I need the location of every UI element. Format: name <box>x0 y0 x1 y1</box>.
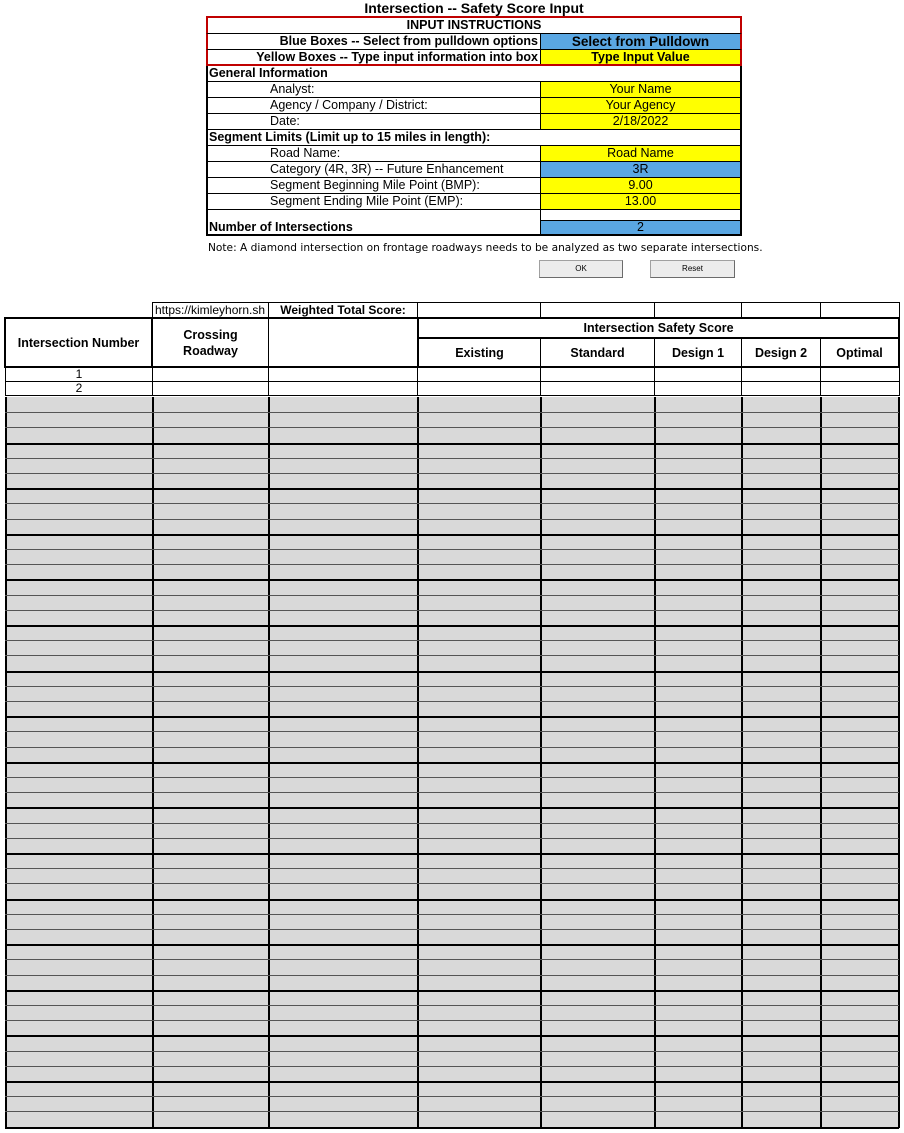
row-divider <box>5 716 899 718</box>
row-divider <box>5 975 899 976</box>
unused-rows-area <box>5 397 899 1128</box>
weighted-standard-cell <box>540 302 655 318</box>
agency-label: Agency / Company / District: <box>208 98 541 113</box>
diamond-note: Note: A diamond intersection on frontage roadways needs to be analyzed as two separate intersections. <box>208 242 763 254</box>
row-divider <box>5 579 899 581</box>
row-divider <box>5 671 899 673</box>
blue-legend-label: Blue Boxes -- Select from pulldown options <box>208 34 541 49</box>
reset-button[interactable]: Reset <box>650 260 735 278</box>
row-divider <box>5 701 899 702</box>
row-divider <box>5 929 899 930</box>
analyst-input[interactable]: Your Name <box>541 82 740 97</box>
general-section-title: General Information <box>209 66 328 80</box>
row-divider <box>5 427 899 428</box>
weighted-design2-cell <box>741 302 821 318</box>
blue-legend-swatch: Select from Pulldown <box>541 34 740 49</box>
row-divider <box>5 1111 899 1112</box>
row-divider <box>5 519 899 520</box>
yellow-legend-swatch: Type Input Value <box>541 50 740 64</box>
row-divider <box>5 1081 899 1083</box>
row-divider <box>5 747 899 748</box>
num-intersections-select[interactable]: 2 <box>541 221 740 234</box>
bmp-label: Segment Beginning Mile Point (BMP): <box>208 178 541 193</box>
agency-input[interactable]: Your Agency <box>541 98 740 113</box>
design1-cell <box>654 367 742 382</box>
row-divider <box>5 990 899 992</box>
date-input[interactable]: 2/18/2022 <box>541 114 740 129</box>
row-divider <box>5 412 899 413</box>
emp-input[interactable]: 13.00 <box>541 194 740 209</box>
col-standard: Standard <box>540 338 655 368</box>
row-divider <box>5 838 899 839</box>
row-divider <box>5 899 899 901</box>
weighted-existing-cell <box>417 302 541 318</box>
design2-cell <box>741 367 821 382</box>
standard-cell <box>540 381 655 396</box>
emp-label: Segment Ending Mile Point (EMP): <box>208 194 541 209</box>
ok-button[interactable]: OK <box>539 260 623 278</box>
row-divider <box>5 503 899 504</box>
standard-cell <box>540 367 655 382</box>
col-optimal: Optimal <box>820 338 900 368</box>
row-divider <box>5 564 899 565</box>
crossing-roadway-cell[interactable] <box>152 367 269 382</box>
row-divider <box>5 777 899 778</box>
row-divider <box>5 792 899 793</box>
row-divider <box>5 595 899 596</box>
row-number: 1 <box>5 367 153 382</box>
row-divider <box>5 625 899 627</box>
row-divider <box>5 731 899 732</box>
existing-cell <box>417 381 541 396</box>
col-design-2: Design 2 <box>741 338 821 368</box>
row-divider <box>5 868 899 869</box>
col-blank <box>268 317 418 368</box>
optimal-cell <box>820 367 900 382</box>
yellow-legend-label: Yellow Boxes -- Type input information into box <box>208 50 541 64</box>
row-divider <box>5 944 899 946</box>
weighted-total-label: Weighted Total Score: <box>268 302 418 318</box>
category-label: Category (4R, 3R) -- Future Enhancement <box>208 162 541 177</box>
row-divider <box>5 883 899 884</box>
table-row <box>5 381 899 396</box>
row-divider <box>5 458 899 459</box>
row-divider <box>5 853 899 855</box>
weighted-design1-cell <box>654 302 742 318</box>
existing-cell <box>417 367 541 382</box>
link-cell[interactable]: https://kimleyhorn.sh <box>152 302 269 318</box>
design1-cell <box>654 381 742 396</box>
row-divider <box>5 610 899 611</box>
table-row <box>5 367 899 382</box>
crossing-roadway-cell[interactable] <box>152 381 269 396</box>
num-intersections-label: Number of Intersections <box>208 210 541 234</box>
row-divider <box>5 914 899 915</box>
group-safety-score: Intersection Safety Score <box>417 317 900 339</box>
road-input[interactable]: Road Name <box>541 146 740 161</box>
row-divider <box>5 640 899 641</box>
row-divider <box>5 762 899 764</box>
row-divider <box>5 1005 899 1006</box>
date-label: Date: <box>208 114 541 129</box>
row-divider <box>5 1035 899 1037</box>
row-divider <box>5 473 899 474</box>
segment-section-title: Segment Limits (Limit up to 15 miles in length): <box>209 130 491 144</box>
instructions-header: INPUT INSTRUCTIONS <box>406 18 542 32</box>
design2-cell <box>741 381 821 396</box>
road-label: Road Name: <box>208 146 541 161</box>
row-divider <box>5 549 899 550</box>
weighted-optimal-cell <box>820 302 900 318</box>
row-divider <box>5 1096 899 1097</box>
row-divider <box>5 488 899 490</box>
row-divider <box>5 443 899 445</box>
row-divider <box>5 655 899 656</box>
analyst-label: Analyst: <box>208 82 541 97</box>
blank-cell <box>268 367 418 382</box>
optimal-cell <box>820 381 900 396</box>
row-divider <box>5 959 899 960</box>
row-divider <box>5 534 899 536</box>
col-intersection-number: Intersection Number <box>4 317 153 368</box>
row-divider <box>5 686 899 687</box>
row-divider <box>5 1020 899 1021</box>
category-select[interactable]: 3R <box>541 162 740 177</box>
row-number: 2 <box>5 381 153 396</box>
col-crossing-roadway: Crossing Roadway <box>152 317 269 368</box>
row-divider <box>5 1127 899 1129</box>
row-divider <box>5 1066 899 1067</box>
bmp-input[interactable]: 9.00 <box>541 178 740 193</box>
col-existing: Existing <box>417 338 541 368</box>
blank-cell <box>268 381 418 396</box>
sheet-title: Intersection -- Safety Score Input <box>364 0 584 16</box>
row-divider <box>5 823 899 824</box>
col-design-1: Design 1 <box>654 338 742 368</box>
row-divider <box>5 807 899 809</box>
row-divider <box>5 1051 899 1052</box>
